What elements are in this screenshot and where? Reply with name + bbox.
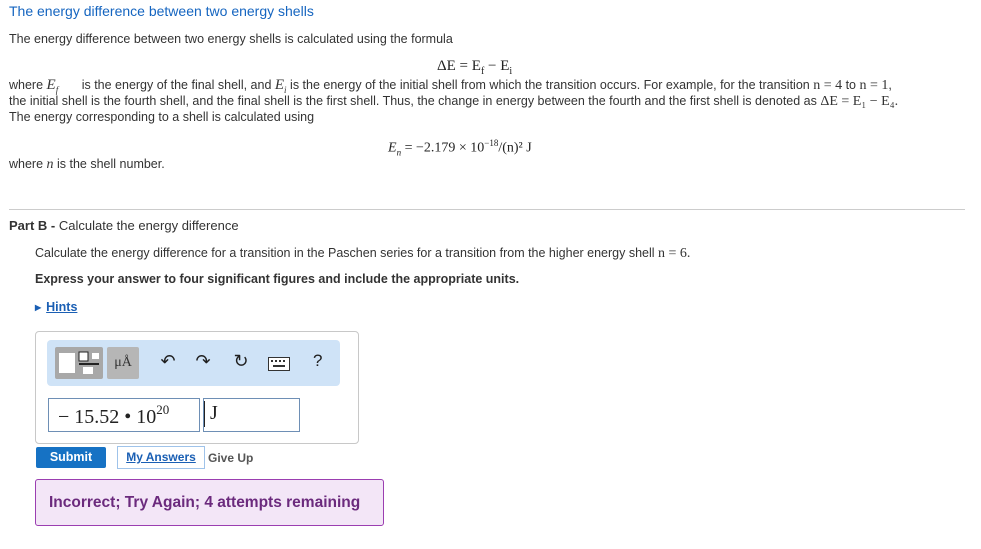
intro-line-3: the initial shell is the fourth shell, and the final shell is the first shell. Thus, the change in energy between the fourth and the first shell is denoted as ΔE = E₁ − E₄. (9, 94, 899, 109)
keyboard-icon[interactable] (268, 357, 290, 376)
part-b-question: Calculate the energy difference for a transition in the Paschen series for a transition from the higher energy shell n = 6. (35, 246, 691, 261)
text-caret (204, 401, 205, 427)
submit-button[interactable]: Submit (36, 447, 106, 468)
part-b-instruction: Express your answer to four significant figures and include the appropriate units. (35, 272, 520, 286)
intro-line-2: where $E_f$ is the energy of the final shell, and $E_i$ is the energy of the initial shell from which the transition occurs. For example, for the transition n = 4 to n = 1, (9, 77, 892, 95)
hints-toggle[interactable]: ▶ Hints (35, 300, 78, 314)
intro-line-1: The energy difference between two energy shells is calculated using the formula (9, 32, 453, 46)
caret-right-icon: ▶ (35, 303, 42, 312)
redo-icon[interactable]: ↷ (195, 351, 211, 371)
page-title: The energy difference between two energy shells (9, 3, 314, 19)
undo-icon[interactable]: ↶ (160, 351, 176, 371)
template-icon (55, 347, 103, 379)
intro-line-4: The energy corresponding to a shell is calculated using (9, 110, 315, 124)
template-button[interactable] (55, 347, 103, 379)
answer-unit: J (210, 402, 218, 424)
units-button[interactable]: μÅ (107, 347, 139, 379)
help-button[interactable]: ? (313, 351, 323, 370)
section-divider (9, 209, 965, 210)
shell-energy-formula: $E_n = -2.179 \times 10^{-18}/(n)^2$ J (388, 138, 532, 158)
give-up-button[interactable]: Give Up (208, 451, 254, 465)
reset-icon[interactable]: ↻ (233, 351, 249, 371)
answer-value: − 15.52 • $10^{20}$ (58, 402, 170, 428)
my-answers-button[interactable]: My Answers (117, 446, 205, 469)
shell-number-note: where n is the shell number. (9, 157, 165, 172)
part-b-heading: Part B - Calculate the energy difference (9, 218, 239, 233)
delta-e-formula: $\Delta E = E_f - E_i$ (437, 58, 513, 77)
feedback-message: Incorrect; Try Again; 4 attempts remaining (35, 479, 384, 526)
